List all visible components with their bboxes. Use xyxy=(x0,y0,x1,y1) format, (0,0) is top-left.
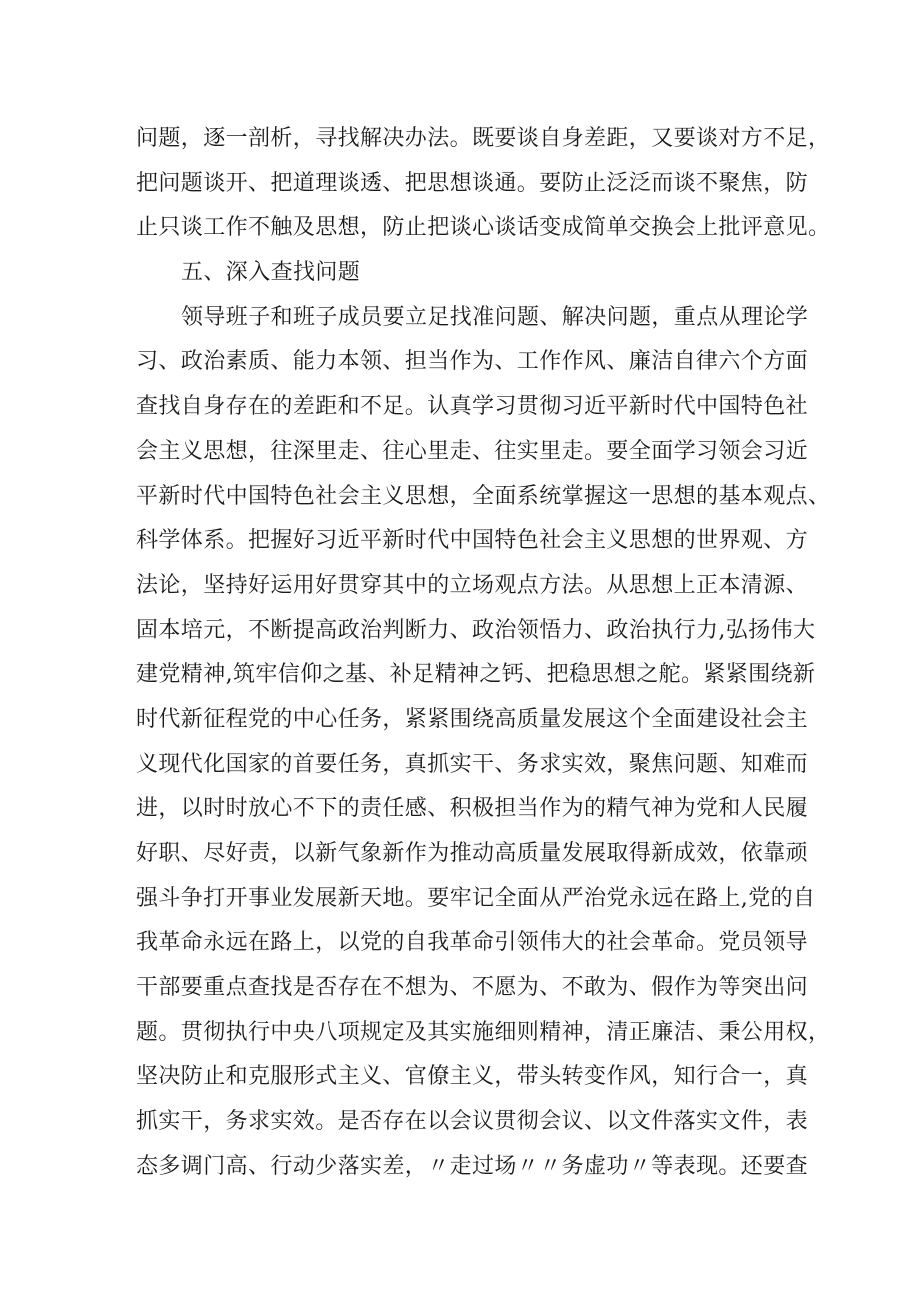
text-line: 我革命永远在路上，以党的自我革命引领伟大的社会革命。党员领导 xyxy=(136,930,809,956)
text-line: 进，以时时放心不下的责任感、积极担当作为的精气神为党和人民履 xyxy=(136,796,809,822)
text-line: 建党精神,筑牢信仰之基、补足精神之钙、把稳思想之舵。紧紧围绕新 xyxy=(136,662,816,688)
text-line: 题。贯彻执行中央八项规定及其实施细则精神，清正廉洁、秉公用权， xyxy=(136,1019,831,1045)
text-line: 会主义思想，往深里走、往心里走、往实里走。要全面学习领会习近 xyxy=(136,438,809,464)
text-line: 义现代化国家的首要任务，真抓实干、务求实效，聚焦问题、知难而 xyxy=(136,751,809,777)
text-line: 问题，逐一剖析，寻找解决办法。既要谈自身差距，又要谈对方不足， xyxy=(136,126,831,151)
text-line: 坚决防止和克服形式主义、官僚主义，带头转变作风，知行合一，真 xyxy=(136,1064,809,1090)
text-line: 科学体系。把握好习近平新时代中国特色社会主义思想的世界观、方 xyxy=(136,528,809,554)
text-line: 平新时代中国特色社会主义思想，全面系统掌握这一思想的基本观点、 xyxy=(136,483,831,509)
section-heading: 五、深入查找问题 xyxy=(181,260,361,286)
text-line: 止只谈工作不触及思想，防止把谈心谈话变成简单交换会上批评意见。 xyxy=(136,215,831,241)
text-line: 好职、尽好责，以新气象新作为推动高质量发展取得新成效，依靠顽 xyxy=(136,841,809,866)
text-line: 把问题谈开、把道理谈透、把思想谈通。要防止泛泛而谈不聚焦，防 xyxy=(136,170,809,196)
paragraph-first-line: 领导班子和班子成员要立足找准问题、解决问题，重点从理论学 xyxy=(181,304,809,330)
text-line: 干部要重点查找是否存在不想为、不愿为、不敢为、假作为等突出问 xyxy=(136,975,809,1001)
text-line: 时代新征程党的中心任务，紧紧围绕高质量发展这个全面建设社会主 xyxy=(136,706,809,732)
text-line: 习、政治素质、能力本领、担当作为、工作作风、廉洁自律六个方面 xyxy=(136,349,809,375)
body-text xyxy=(136,117,836,1190)
text-line: 固本培元，不断提高政治判断力、政治领悟力、政治执行力,弘扬伟大 xyxy=(136,617,816,643)
text-line: 法论，坚持好运用好贯穿其中的立场观点方法。从思想上正本清源、 xyxy=(136,572,809,598)
text-line: 强斗争打开事业发展新天地。要牢记全面从严治党永远在路上,党的自 xyxy=(136,885,816,911)
text-line: 查找自身存在的差距和不足。认真学习贯彻习近平新时代中国特色社 xyxy=(136,394,809,420)
text-line: 抓实干，务求实效。是否存在以会议贯彻会议、以文件落实文件，表 xyxy=(136,1109,809,1135)
text-line: 态多调门高、行动少落实差，〃走过场〃〃务虚功〃等表现。还要查 xyxy=(136,1153,809,1179)
